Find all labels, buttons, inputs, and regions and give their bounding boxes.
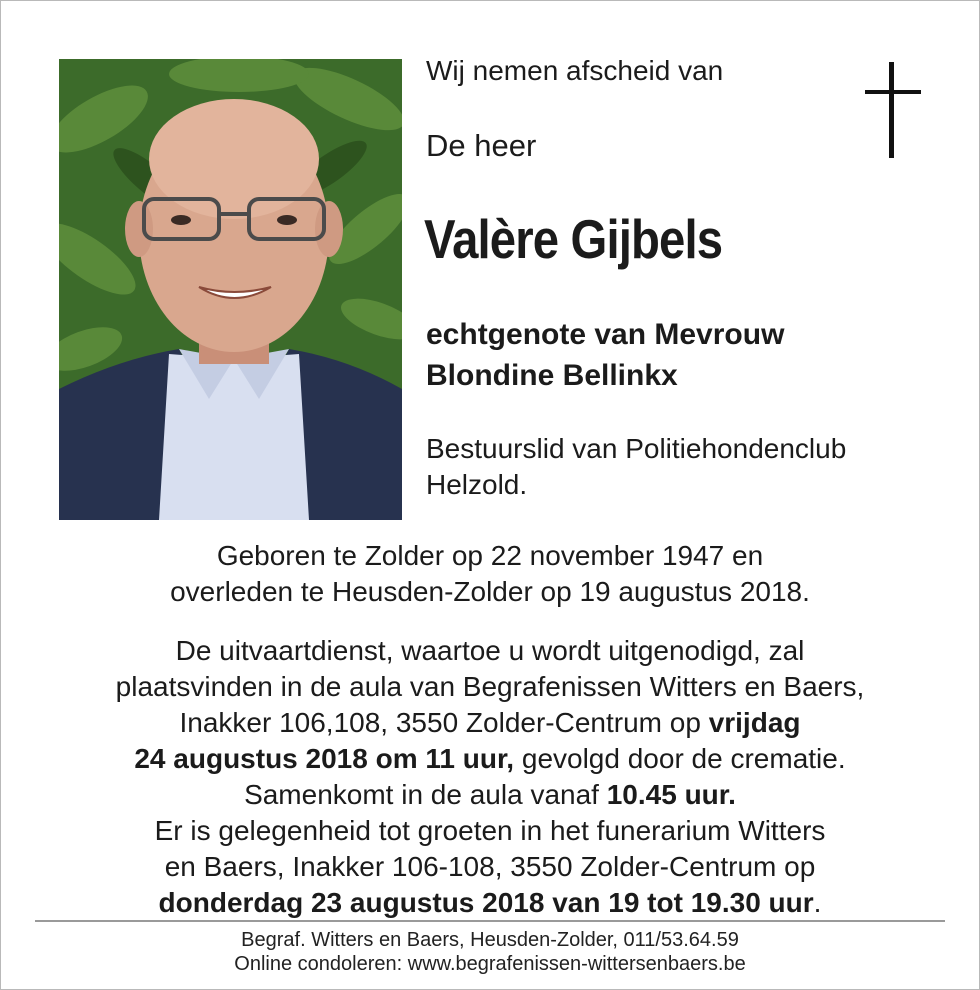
intro-text: Wij nemen afscheid van [426,55,724,86]
funeral-home-contact: Begraf. Witters en Baers, Heusden-Zolder, 011/53.64.59 [241,929,739,951]
death-line: overleden te Heusden-Zolder op 19 augustus 2018. [170,576,810,607]
service-line-3 [20,705,960,741]
service-line-6: Er is gelegenheid tot groeten in het funerarium Witters [154,815,826,846]
role-info [426,431,916,503]
visitation-period: . [813,887,822,918]
gathering-text: Samenkomt in de aula vanaf [244,779,607,810]
service-address: Inakker 106,108, 3550 Zolder-Centrum op [179,707,709,738]
service-line-1: De uitvaartdienst, waartoe u wordt uitgenodigd, zal [175,635,805,666]
spouse-info [426,314,784,396]
honorific: De heer [426,128,537,163]
service-info [20,633,960,921]
service-line-5 [20,777,960,813]
gathering-time: 10.45 uur. [606,779,736,810]
birth-line: Geboren te Zolder op 22 november 1947 en [216,540,764,571]
portrait-photo [59,59,402,520]
cross-icon [865,62,921,158]
role-line-2: Helzold. [426,469,528,500]
service-line-2: plaatsvinden in de aula van Begrafenissen Witters en Baers, [115,671,865,702]
spouse-line-2: Blondine Bellinkx [426,359,678,392]
deceased-name: Valère Gijbels [424,208,723,270]
spouse-line-1: echtgenote van Mevrouw [426,318,785,351]
online-condolences: Online condoleren: www.begrafenissen-wittersenbaers.be [234,953,746,975]
service-line-8 [20,885,960,921]
service-line-7: en Baers, Inakker 106-108, 3550 Zolder-Centrum op [164,851,816,882]
service-cremation: gevolgd door de crematie. [514,743,846,774]
service-line-4 [20,741,960,777]
service-day: vrijdag [708,707,801,738]
birth-death-info [20,538,960,610]
footer-divider [35,920,945,922]
role-line-1: Bestuurslid van Politiehondenclub [426,433,847,464]
visitation-date-time: donderdag 23 augustus 2018 van 19 tot 19.30 uur [158,887,814,918]
service-date-time: 24 augustus 2018 om 11 uur, [134,743,515,774]
